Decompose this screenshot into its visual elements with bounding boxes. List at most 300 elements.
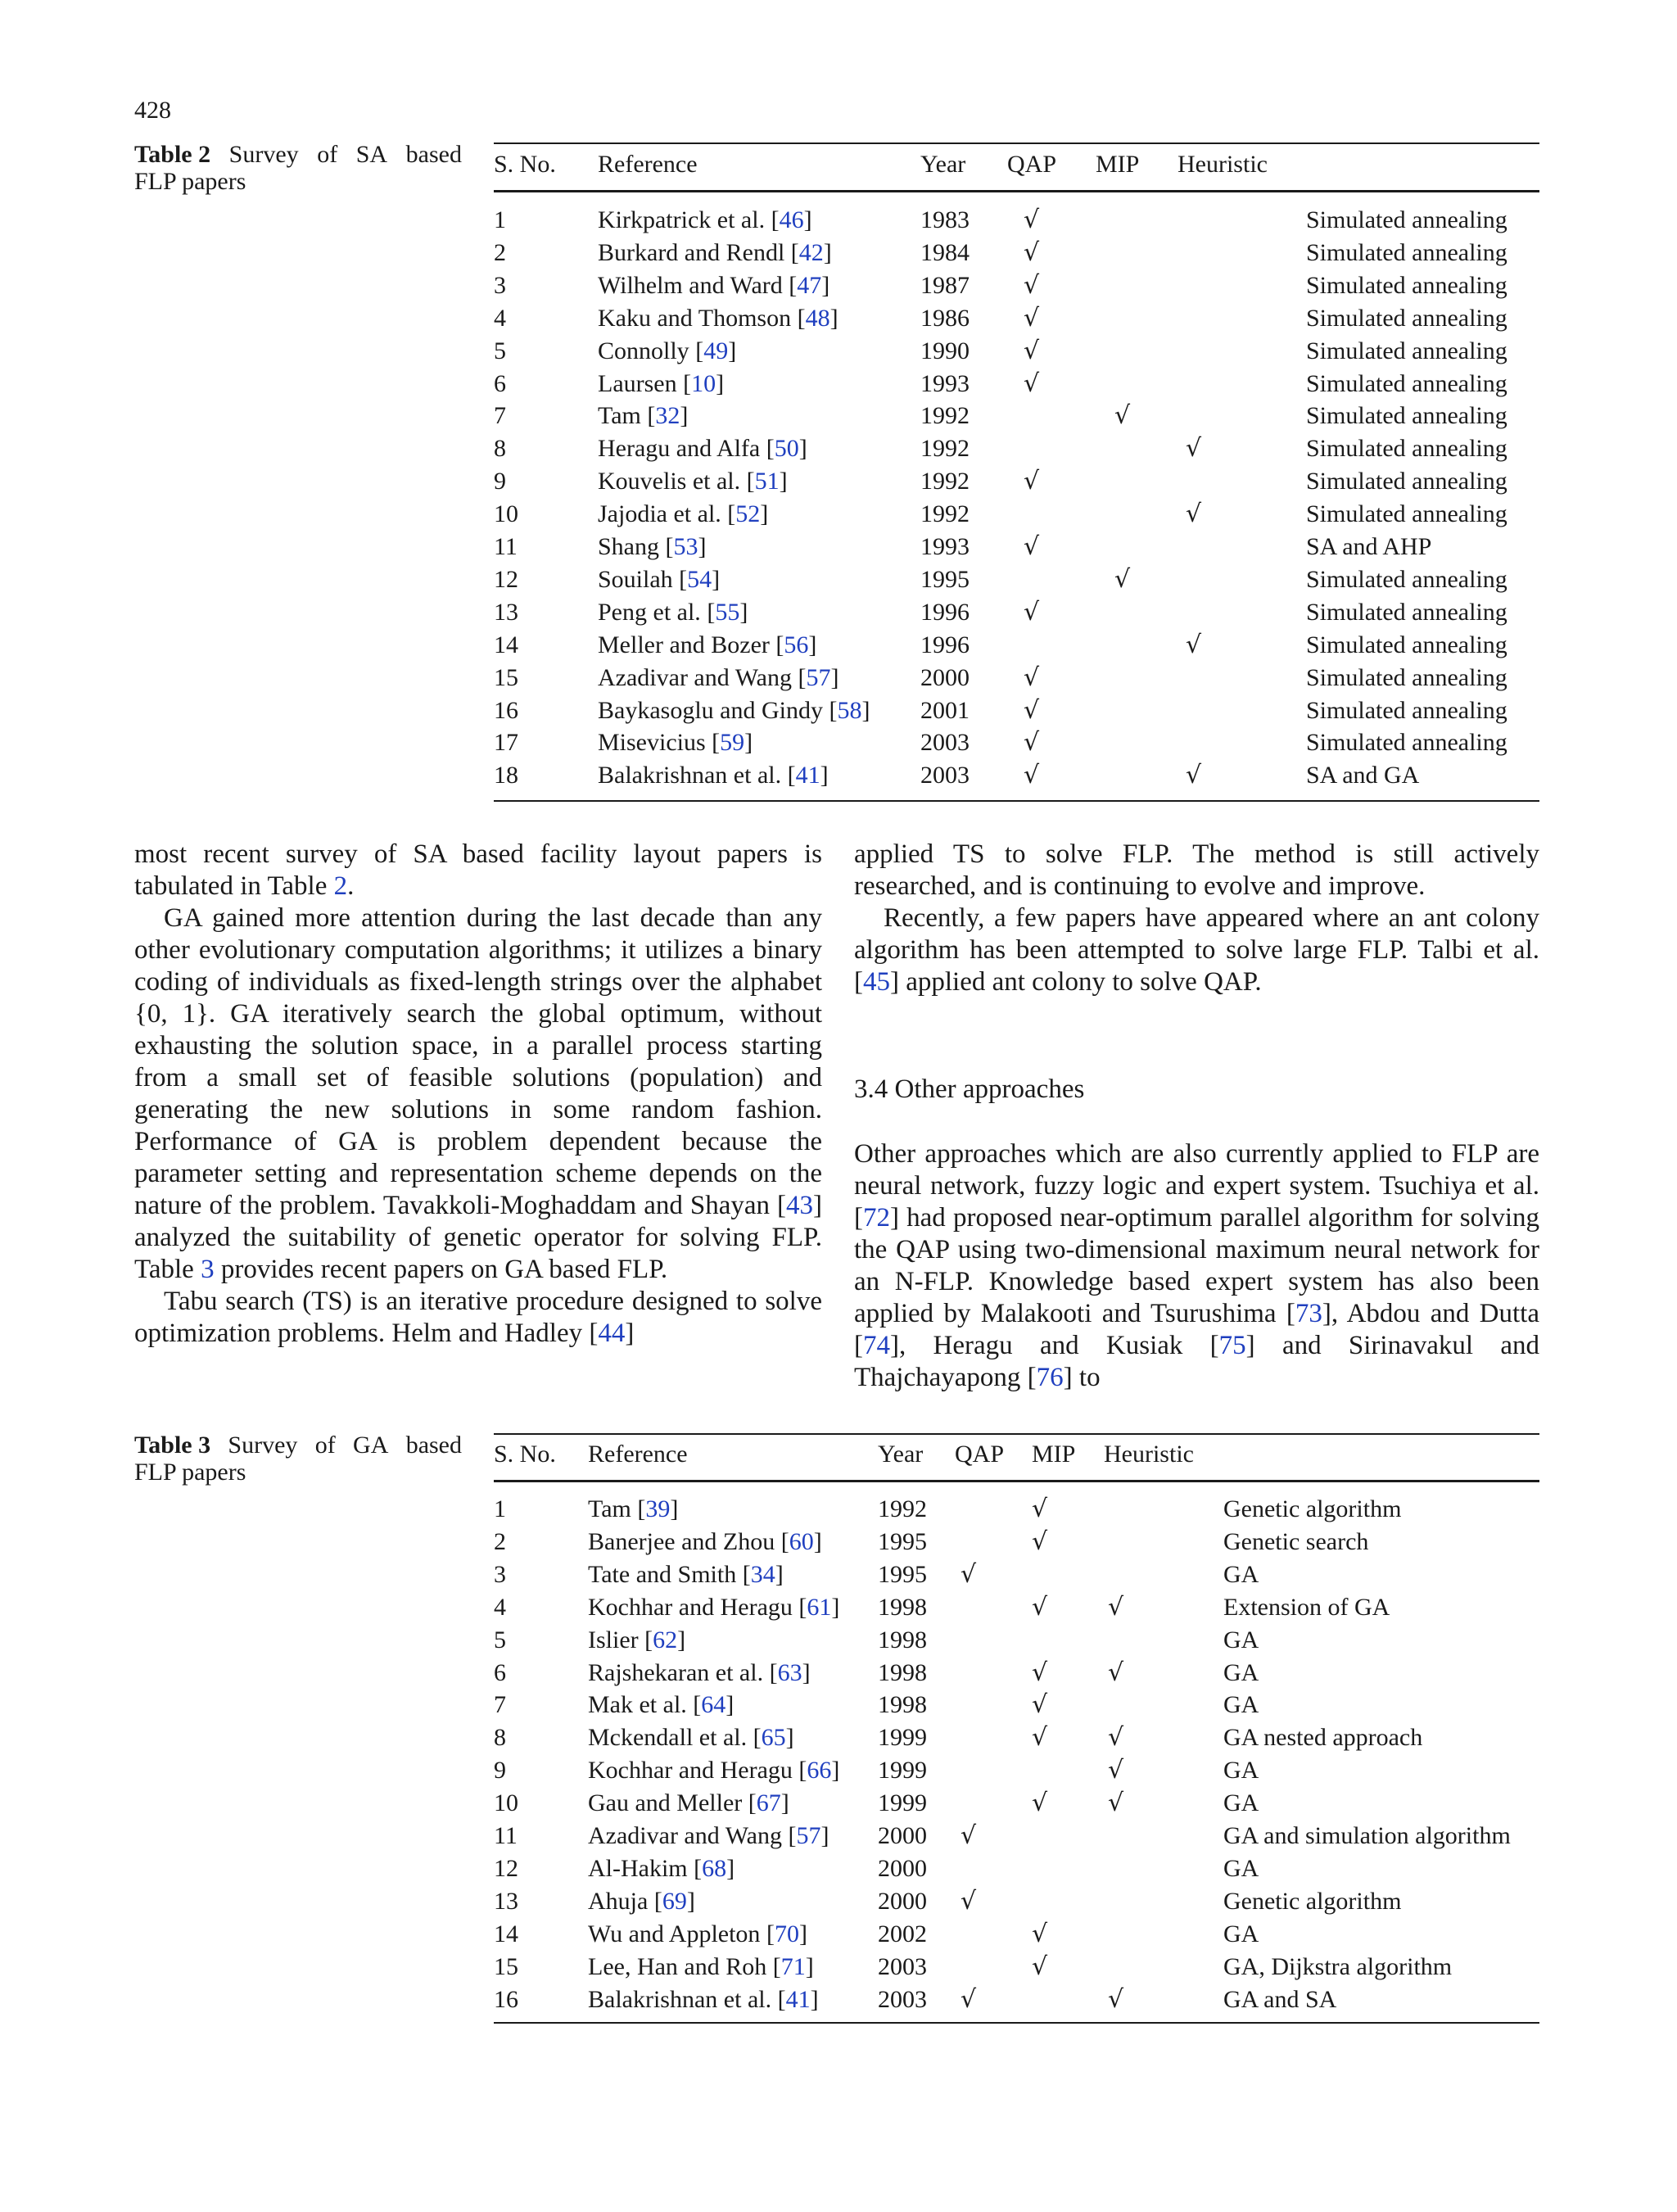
year-cell: 2000 bbox=[878, 1854, 927, 1882]
method-cell: GA, Dijkstra algorithm bbox=[1223, 1952, 1453, 1980]
table-row bbox=[494, 631, 1539, 664]
table3 bbox=[494, 1433, 1539, 2024]
year-cell: 2003 bbox=[878, 1952, 927, 1980]
table-row bbox=[494, 468, 1539, 500]
citation-link[interactable]: 44 bbox=[598, 1319, 626, 1348]
table-row bbox=[494, 1495, 1539, 1528]
qap-check-icon: √ bbox=[1024, 695, 1040, 725]
table2-caption: Table 2 Survey of SA based FLP papers bbox=[134, 141, 462, 195]
citation-link[interactable]: 63 bbox=[777, 1658, 802, 1686]
year-cell: 1987 bbox=[920, 271, 970, 299]
reference-name: Kirkpatrick et al. bbox=[598, 206, 766, 233]
text-run: ] analyzed the suitability of genetic operator for solving FLP. Table bbox=[134, 1191, 822, 1284]
citation-link[interactable]: 67 bbox=[756, 1789, 781, 1817]
text-run: Recently, a few papers have appeared where an ant colony algorithm has been attempted to solve large FLP. Talbi et al. [ bbox=[854, 903, 1539, 997]
text-run: GA gained more attention during the last decade than any other evolutionary computation algorithms; it utilizes a binary coding of individuals as fixed-length strings over the alphabet {0, 1}. GA iteratively search the global optimum, without exhausting the solution space, in a parallel process starting from a small set of feasible solutions (population) and generating the new solutions in some random fashion. Performance of GA is problem dependent because the parameter setting and representation scheme depends on the nature of the problem. Tavakkoli-Moghaddam and Shayan [ bbox=[134, 903, 822, 1220]
text-run: ], Abdou and Dutta [ bbox=[854, 1299, 1539, 1360]
table-row bbox=[494, 337, 1539, 370]
mip-check-icon: √ bbox=[1032, 1789, 1048, 1818]
reference-name: Kaku and Thomson bbox=[598, 304, 792, 332]
year-cell: 1990 bbox=[920, 337, 970, 364]
table-row bbox=[494, 533, 1539, 566]
citation-link[interactable]: 73 bbox=[1295, 1299, 1322, 1328]
row-number: 10 bbox=[494, 1789, 518, 1817]
column-header: QAP bbox=[1007, 151, 1057, 178]
citation-link[interactable]: 51 bbox=[754, 468, 780, 495]
reference-cell: Ahuja [69] bbox=[588, 1887, 695, 1915]
table-row bbox=[494, 697, 1539, 730]
reference-name: Tam bbox=[588, 1495, 631, 1522]
citation-link[interactable]: 55 bbox=[715, 598, 740, 626]
row-number: 7 bbox=[494, 1691, 506, 1719]
method-cell: Simulated annealing bbox=[1306, 435, 1507, 463]
table-row bbox=[494, 1594, 1539, 1626]
reference-cell: Kirkpatrick et al. [46] bbox=[598, 206, 812, 233]
reference-name: Heragu and Alfa bbox=[598, 435, 761, 463]
qap-check-icon: √ bbox=[1024, 467, 1040, 496]
table3-caption: Table 3 Survey of GA based FLP papers bbox=[134, 1432, 462, 1486]
row-number: 13 bbox=[494, 598, 518, 626]
column-header: Year bbox=[878, 1441, 924, 1468]
text-run: applied TS to solve FLP. The method is still actively researched, and is continuing to evolve and improve. bbox=[854, 839, 1539, 901]
qap-check-icon: √ bbox=[1024, 206, 1040, 234]
row-number: 15 bbox=[494, 663, 518, 691]
row-number: 2 bbox=[494, 1527, 506, 1555]
reference-cell: Connolly [49] bbox=[598, 337, 737, 364]
row-number: 5 bbox=[494, 337, 506, 364]
reference-name: Mak et al. bbox=[588, 1691, 687, 1719]
reference-name: Burkard and Rendl bbox=[598, 238, 785, 266]
citation-link[interactable]: 60 bbox=[789, 1527, 814, 1555]
year-cell: 1995 bbox=[920, 565, 970, 593]
mip-check-icon: √ bbox=[1032, 1658, 1048, 1687]
reference-cell: Shang [53] bbox=[598, 533, 707, 560]
citation-link[interactable]: 58 bbox=[837, 696, 862, 724]
year-cell: 2000 bbox=[920, 663, 970, 691]
column-header: S. No. bbox=[494, 151, 556, 178]
row-number: 16 bbox=[494, 696, 518, 724]
text-run: provides recent papers on GA based FLP. bbox=[214, 1255, 668, 1284]
year-cell: 2001 bbox=[920, 696, 970, 724]
citation-link[interactable]: 57 bbox=[796, 1822, 821, 1849]
qap-check-icon: √ bbox=[1024, 369, 1040, 398]
citation-link[interactable]: 49 bbox=[703, 337, 729, 364]
table-row bbox=[494, 206, 1539, 239]
row-number: 18 bbox=[494, 762, 518, 789]
row-number: 12 bbox=[494, 1854, 518, 1882]
row-number: 16 bbox=[494, 1985, 518, 2013]
year-cell: 1992 bbox=[878, 1495, 927, 1522]
reference-name: Tam bbox=[598, 402, 641, 430]
mip-check-icon: √ bbox=[1032, 1952, 1048, 1981]
mip-check-icon: √ bbox=[1114, 564, 1131, 594]
table-row bbox=[494, 1855, 1539, 1888]
paragraph bbox=[854, 1138, 1539, 1394]
reference-name: Souilah bbox=[598, 565, 673, 593]
reference-name: Gau and Meller bbox=[588, 1789, 743, 1817]
citation-link[interactable]: 65 bbox=[761, 1724, 786, 1752]
row-number: 9 bbox=[494, 1757, 506, 1785]
reference-cell: Tam [32] bbox=[598, 402, 689, 430]
reference-cell: Tate and Smith [34] bbox=[588, 1560, 784, 1588]
citation-link[interactable]: 41 bbox=[795, 762, 820, 789]
table-row bbox=[494, 402, 1539, 435]
table-row bbox=[494, 305, 1539, 337]
reference-name: Ahuja bbox=[588, 1887, 649, 1915]
row-number: 1 bbox=[494, 206, 506, 233]
citation-link[interactable]: 50 bbox=[774, 435, 799, 463]
citation-link[interactable]: 42 bbox=[798, 238, 824, 266]
citation-link[interactable]: 74 bbox=[863, 1331, 890, 1360]
reference-name: Rajshekaran et al. bbox=[588, 1658, 764, 1686]
method-cell: Simulated annealing bbox=[1306, 206, 1507, 233]
table-row bbox=[494, 566, 1539, 599]
year-cell: 1995 bbox=[878, 1527, 927, 1555]
heuristic-check-icon: √ bbox=[1108, 1658, 1124, 1687]
heuristic-check-icon: √ bbox=[1108, 1723, 1124, 1753]
mip-check-icon: √ bbox=[1032, 1723, 1048, 1753]
table2 bbox=[494, 142, 1539, 803]
paragraph bbox=[854, 839, 1539, 902]
reference-cell: Balakrishnan et al. [41] bbox=[598, 762, 829, 789]
year-cell: 2000 bbox=[878, 1822, 927, 1849]
reference-name: Wilhelm and Ward bbox=[598, 271, 783, 299]
year-cell: 1996 bbox=[920, 631, 970, 658]
table3-label: Table 3 bbox=[134, 1432, 211, 1459]
citation-link[interactable]: 45 bbox=[863, 967, 890, 997]
reference-name: Azadivar and Wang bbox=[588, 1822, 782, 1849]
qap-check-icon: √ bbox=[1024, 336, 1040, 365]
citation-link[interactable]: 41 bbox=[785, 1985, 811, 2013]
year-cell: 2003 bbox=[920, 762, 970, 789]
column-header: Reference bbox=[588, 1441, 688, 1468]
mip-check-icon: √ bbox=[1032, 1495, 1048, 1523]
method-cell: GA and SA bbox=[1223, 1985, 1337, 2013]
table-row bbox=[494, 1691, 1539, 1724]
reference-cell: Azadivar and Wang [57] bbox=[588, 1822, 829, 1849]
right-column-text-bottom bbox=[854, 1138, 1539, 1394]
text-run: ] and Sirinavakul and Thajchayapong [ bbox=[854, 1331, 1539, 1392]
citation-link[interactable]: 2 bbox=[333, 871, 348, 901]
year-cell: 2000 bbox=[878, 1887, 927, 1915]
reference-cell: Tam [39] bbox=[588, 1495, 679, 1522]
reference-cell: Baykasoglu and Gindy [58] bbox=[598, 696, 870, 724]
text-run: ] applied ant colony to solve QAP. bbox=[890, 967, 1262, 997]
method-cell: GA bbox=[1223, 1658, 1259, 1686]
method-cell: GA bbox=[1223, 1626, 1259, 1653]
method-cell: Simulated annealing bbox=[1306, 468, 1507, 495]
reference-cell: Kaku and Thomson [48] bbox=[598, 304, 838, 332]
reference-name: Peng et al. bbox=[598, 598, 701, 626]
year-cell: 1998 bbox=[878, 1626, 927, 1653]
reference-name: Banerjee and Zhou bbox=[588, 1527, 775, 1555]
method-cell: Genetic algorithm bbox=[1223, 1887, 1402, 1915]
table-row bbox=[494, 1724, 1539, 1757]
year-cell: 1999 bbox=[878, 1789, 927, 1817]
table-row bbox=[494, 1888, 1539, 1920]
heuristic-check-icon: √ bbox=[1108, 1756, 1124, 1785]
reference-name: Meller and Bozer bbox=[598, 631, 770, 658]
method-cell: GA bbox=[1223, 1920, 1259, 1947]
year-cell: 1998 bbox=[878, 1593, 927, 1621]
qap-check-icon: √ bbox=[1024, 532, 1040, 561]
row-number: 5 bbox=[494, 1626, 506, 1653]
row-number: 1 bbox=[494, 1495, 506, 1522]
text-run: Other approaches which are also currently applied to FLP are neural network, fuzzy logic and expert system. Tsuchiya et al. [ bbox=[854, 1139, 1539, 1233]
citation-link[interactable]: 64 bbox=[701, 1691, 726, 1719]
year-cell: 1993 bbox=[920, 369, 970, 397]
year-cell: 1992 bbox=[920, 402, 970, 430]
reference-cell: Mckendall et al. [65] bbox=[588, 1724, 794, 1752]
left-column-text bbox=[134, 839, 822, 1350]
reference-name: Azadivar and Wang bbox=[598, 663, 792, 691]
text-run: Tabu search (TS) is an iterative procedure designed to solve optimization problems. Helm and Hadley [ bbox=[134, 1287, 822, 1348]
citation-link[interactable]: 47 bbox=[797, 271, 822, 299]
method-cell: Simulated annealing bbox=[1306, 271, 1507, 299]
reference-cell: Islier [62] bbox=[588, 1626, 686, 1653]
qap-check-icon: √ bbox=[961, 1984, 977, 2014]
year-cell: 1999 bbox=[878, 1724, 927, 1752]
citation-link[interactable]: 46 bbox=[779, 206, 804, 233]
table-top-rule bbox=[494, 1433, 1539, 1435]
year-cell: 1998 bbox=[878, 1691, 927, 1719]
citation-link[interactable]: 54 bbox=[687, 565, 712, 593]
table-row bbox=[494, 1986, 1539, 2019]
table-row bbox=[494, 1789, 1539, 1822]
right-column-text-top bbox=[854, 839, 1539, 998]
reference-cell: Souilah [54] bbox=[598, 565, 721, 593]
reference-name: Misevicius bbox=[598, 729, 706, 757]
reference-cell: Meller and Bozer [56] bbox=[598, 631, 817, 658]
table-row bbox=[494, 272, 1539, 305]
mip-check-icon: √ bbox=[1032, 1919, 1048, 1948]
reference-name: Baykasoglu and Gindy bbox=[598, 696, 823, 724]
paragraph bbox=[134, 1286, 822, 1350]
table-row bbox=[494, 1953, 1539, 1986]
row-number: 6 bbox=[494, 1658, 506, 1686]
citation-link[interactable]: 59 bbox=[720, 729, 745, 757]
heuristic-check-icon: √ bbox=[1186, 500, 1202, 529]
citation-link[interactable]: 53 bbox=[673, 533, 698, 560]
reference-cell: Mak et al. [64] bbox=[588, 1691, 735, 1719]
reference-cell: Gau and Meller [67] bbox=[588, 1789, 789, 1817]
reference-name: Shang bbox=[598, 533, 659, 560]
heuristic-check-icon: √ bbox=[1186, 630, 1202, 659]
method-cell: Simulated annealing bbox=[1306, 663, 1507, 691]
row-number: 7 bbox=[494, 402, 506, 430]
year-cell: 1984 bbox=[920, 238, 970, 266]
reference-cell: Kochhar and Heragu [66] bbox=[588, 1757, 840, 1785]
method-cell: Simulated annealing bbox=[1306, 500, 1507, 528]
method-cell: Simulated annealing bbox=[1306, 238, 1507, 266]
row-number: 17 bbox=[494, 729, 518, 757]
qap-check-icon: √ bbox=[961, 1559, 977, 1589]
method-cell: SA and AHP bbox=[1306, 533, 1432, 560]
citation-link[interactable]: 43 bbox=[786, 1191, 813, 1220]
column-header: MIP bbox=[1096, 151, 1140, 178]
row-number: 13 bbox=[494, 1887, 518, 1915]
row-number: 12 bbox=[494, 565, 518, 593]
row-number: 14 bbox=[494, 631, 518, 658]
method-cell: GA bbox=[1223, 1691, 1259, 1719]
table-row bbox=[494, 1757, 1539, 1789]
column-header: S. No. bbox=[494, 1441, 556, 1468]
column-header: Reference bbox=[598, 151, 698, 178]
reference-cell: Laursen [10] bbox=[598, 369, 725, 397]
row-number: 11 bbox=[494, 1822, 518, 1849]
row-number: 2 bbox=[494, 238, 506, 266]
citation-link[interactable]: 71 bbox=[780, 1952, 806, 1980]
citation-link[interactable]: 69 bbox=[662, 1887, 687, 1915]
table-row bbox=[494, 1920, 1539, 1953]
text-run: ] had proposed near-optimum parallel algorithm for solving the QAP using two-dimensional maximum neural network for an N-FLP. Knowledge based expert system has also been applied by Malakooti and Tsurushima [ bbox=[854, 1203, 1539, 1328]
row-number: 8 bbox=[494, 1724, 506, 1752]
method-cell: GA bbox=[1223, 1789, 1259, 1817]
row-number: 8 bbox=[494, 435, 506, 463]
citation-link[interactable]: 66 bbox=[807, 1757, 832, 1785]
year-cell: 1992 bbox=[920, 500, 970, 528]
text-run: most recent survey of SA based facility layout papers is tabulated in Table bbox=[134, 839, 822, 901]
row-number: 3 bbox=[494, 1560, 506, 1588]
row-number: 15 bbox=[494, 1952, 518, 1980]
reference-name: Balakrishnan et al. bbox=[598, 762, 782, 789]
paragraph bbox=[134, 902, 822, 1286]
citation-link[interactable]: 48 bbox=[805, 304, 830, 332]
method-cell: Simulated annealing bbox=[1306, 369, 1507, 397]
column-header: QAP bbox=[955, 1441, 1005, 1468]
method-cell: Simulated annealing bbox=[1306, 729, 1507, 757]
reference-name: Laursen bbox=[598, 369, 677, 397]
reference-cell: Misevicius [59] bbox=[598, 729, 753, 757]
reference-name: Balakrishnan et al. bbox=[588, 1985, 772, 2013]
citation-link[interactable]: 10 bbox=[691, 369, 716, 397]
year-cell: 1986 bbox=[920, 304, 970, 332]
year-cell: 2003 bbox=[878, 1985, 927, 2013]
row-number: 3 bbox=[494, 271, 506, 299]
qap-check-icon: √ bbox=[1024, 597, 1040, 627]
method-cell: Simulated annealing bbox=[1306, 696, 1507, 724]
citation-link[interactable]: 68 bbox=[702, 1854, 727, 1882]
citation-link[interactable]: 72 bbox=[863, 1203, 890, 1233]
reference-cell: Balakrishnan et al. [41] bbox=[588, 1985, 819, 2013]
citation-link[interactable]: 52 bbox=[735, 500, 761, 528]
citation-link[interactable]: 61 bbox=[807, 1593, 832, 1621]
reference-name: Kochhar and Heragu bbox=[588, 1593, 793, 1621]
method-cell: Simulated annealing bbox=[1306, 598, 1507, 626]
heuristic-check-icon: √ bbox=[1108, 1592, 1124, 1622]
table-row bbox=[494, 239, 1539, 272]
table-bottom-rule bbox=[494, 2022, 1539, 2024]
citation-link[interactable]: 34 bbox=[750, 1560, 775, 1588]
year-cell: 2003 bbox=[920, 729, 970, 757]
reference-cell: Rajshekaran et al. [63] bbox=[588, 1658, 811, 1686]
text-run: . bbox=[347, 871, 355, 901]
citation-link[interactable]: 39 bbox=[645, 1495, 671, 1522]
table-header-rule bbox=[494, 1480, 1539, 1482]
page-number: 428 bbox=[134, 97, 171, 124]
table-row bbox=[494, 1561, 1539, 1594]
qap-check-icon: √ bbox=[1024, 303, 1040, 332]
row-number: 6 bbox=[494, 369, 506, 397]
table-row bbox=[494, 599, 1539, 631]
method-cell: Simulated annealing bbox=[1306, 565, 1507, 593]
year-cell: 1999 bbox=[878, 1757, 927, 1785]
method-cell: SA and GA bbox=[1306, 762, 1420, 789]
year-cell: 1998 bbox=[878, 1658, 927, 1686]
reference-name: Connolly bbox=[598, 337, 689, 364]
reference-name: Kouvelis et al. bbox=[598, 468, 741, 495]
column-header: Heuristic bbox=[1104, 1441, 1194, 1468]
citation-link[interactable]: 70 bbox=[774, 1920, 799, 1947]
reference-name: Kochhar and Heragu bbox=[588, 1757, 793, 1785]
reference-name: Al-Hakim bbox=[588, 1854, 688, 1882]
table-row bbox=[494, 1528, 1539, 1561]
row-number: 4 bbox=[494, 304, 506, 332]
heuristic-check-icon: √ bbox=[1108, 1984, 1124, 2014]
method-cell: Simulated annealing bbox=[1306, 337, 1507, 364]
mip-check-icon: √ bbox=[1032, 1527, 1048, 1556]
reference-cell: Wu and Appleton [70] bbox=[588, 1920, 807, 1947]
heuristic-check-icon: √ bbox=[1186, 761, 1202, 790]
text-run: ], Heragu and Kusiak [ bbox=[890, 1331, 1219, 1360]
row-number: 9 bbox=[494, 468, 506, 495]
year-cell: 2002 bbox=[878, 1920, 927, 1947]
paragraph bbox=[134, 839, 822, 902]
text-run: ] bbox=[625, 1319, 635, 1348]
reference-name: Islier bbox=[588, 1626, 639, 1653]
citation-link[interactable]: 62 bbox=[653, 1626, 678, 1653]
citation-link[interactable]: 75 bbox=[1218, 1331, 1246, 1360]
mip-check-icon: √ bbox=[1032, 1690, 1048, 1720]
year-cell: 1992 bbox=[920, 468, 970, 495]
table-row bbox=[494, 500, 1539, 533]
method-cell: GA bbox=[1223, 1560, 1259, 1588]
table-row bbox=[494, 729, 1539, 762]
mip-check-icon: √ bbox=[1114, 401, 1131, 431]
method-cell: GA and simulation algorithm bbox=[1223, 1822, 1511, 1849]
citation-link[interactable]: 56 bbox=[784, 631, 809, 658]
reference-cell: Peng et al. [55] bbox=[598, 598, 748, 626]
table-bottom-rule bbox=[494, 800, 1539, 802]
column-header: Year bbox=[920, 151, 966, 178]
method-cell: Extension of GA bbox=[1223, 1593, 1390, 1621]
table-row bbox=[494, 370, 1539, 403]
table-row bbox=[494, 762, 1539, 794]
heuristic-check-icon: √ bbox=[1186, 434, 1202, 464]
year-cell: 1983 bbox=[920, 206, 970, 233]
citation-link[interactable]: 57 bbox=[806, 663, 831, 691]
heuristic-check-icon: √ bbox=[1108, 1789, 1124, 1818]
table-row bbox=[494, 664, 1539, 697]
citation-link[interactable]: 76 bbox=[1036, 1363, 1064, 1392]
section-heading: 3.4 Other approaches bbox=[854, 1074, 1085, 1104]
row-number: 4 bbox=[494, 1593, 506, 1621]
reference-cell: Heragu and Alfa [50] bbox=[598, 435, 807, 463]
reference-cell: Kouvelis et al. [51] bbox=[598, 468, 788, 495]
reference-cell: Burkard and Rendl [42] bbox=[598, 238, 832, 266]
citation-link[interactable]: 3 bbox=[201, 1255, 215, 1284]
reference-cell: Wilhelm and Ward [47] bbox=[598, 271, 830, 299]
reference-cell: Lee, Han and Roh [71] bbox=[588, 1952, 814, 1980]
year-cell: 1993 bbox=[920, 533, 970, 560]
reference-cell: Azadivar and Wang [57] bbox=[598, 663, 839, 691]
method-cell: Simulated annealing bbox=[1306, 304, 1507, 332]
table2-label: Table 2 bbox=[134, 141, 211, 168]
method-cell: Simulated annealing bbox=[1306, 402, 1507, 430]
citation-link[interactable]: 32 bbox=[655, 402, 680, 430]
reference-cell: Kochhar and Heragu [61] bbox=[588, 1593, 840, 1621]
year-cell: 1992 bbox=[920, 435, 970, 463]
